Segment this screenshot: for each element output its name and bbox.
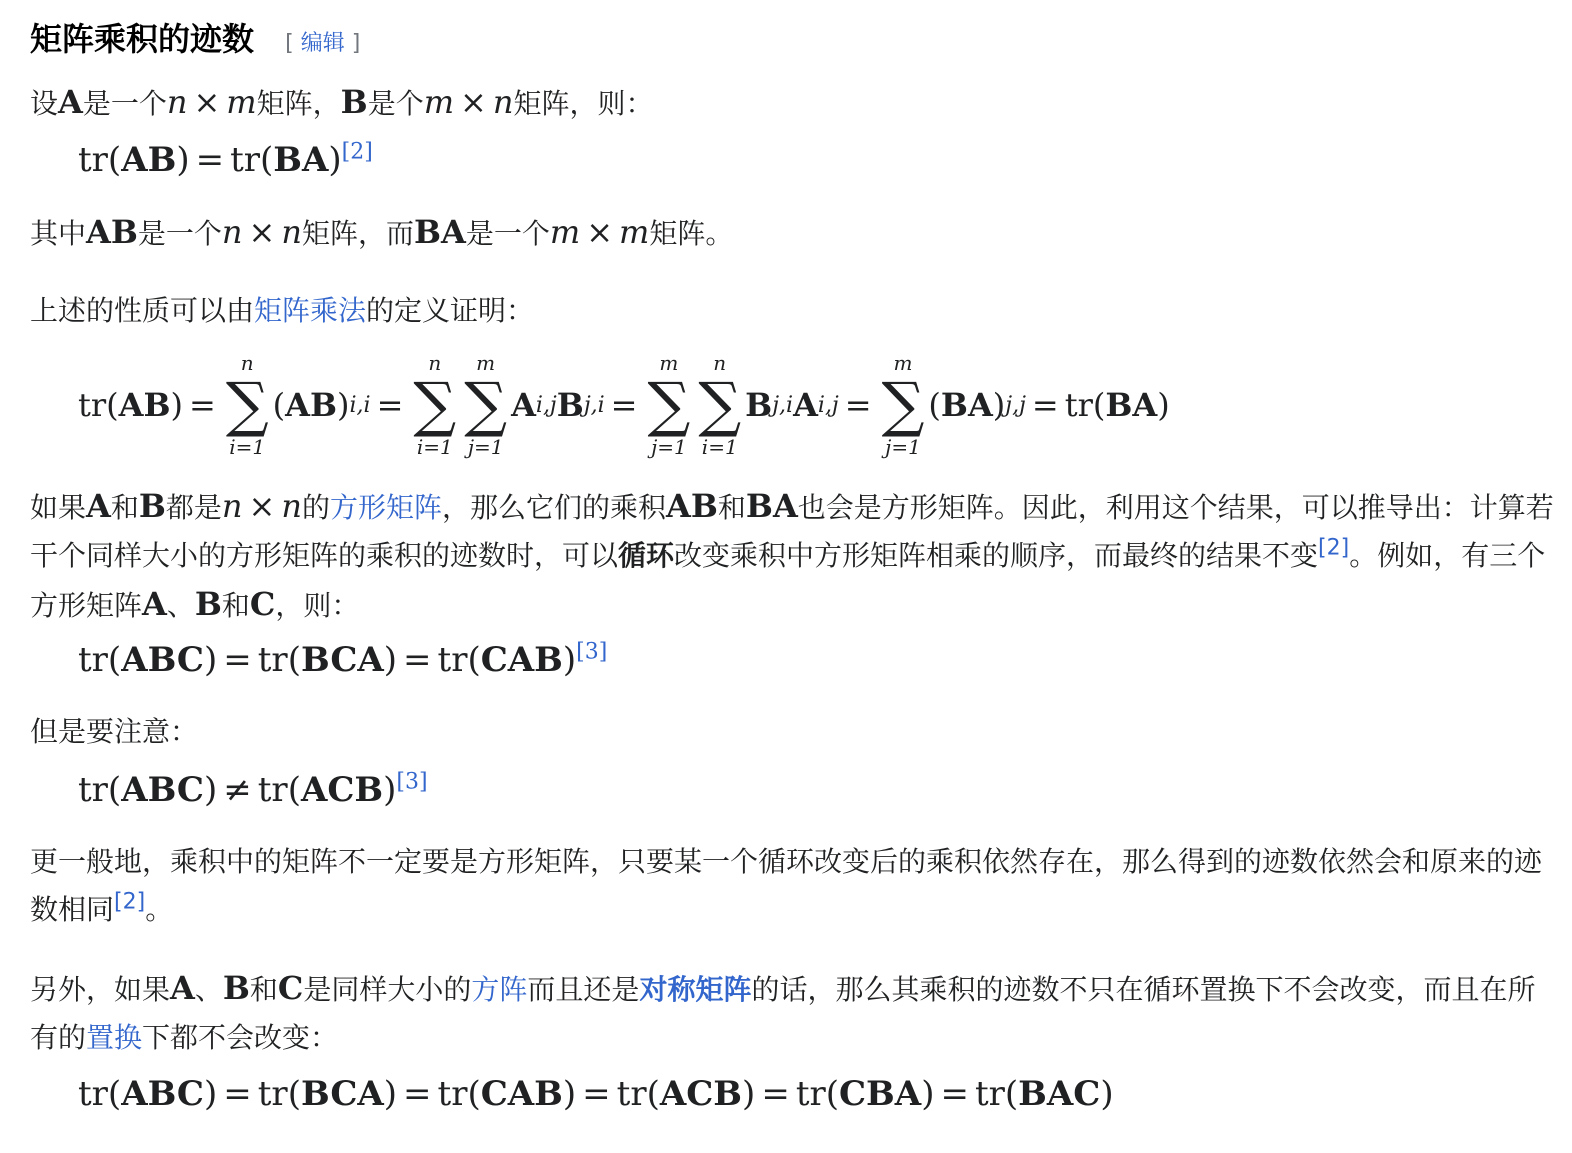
- sum-lower: i=1: [416, 435, 453, 459]
- text: 改变乘积中方形矩阵相乘的顺序，而最终的结果不变: [674, 539, 1319, 572]
- reference-link[interactable]: [2]: [341, 139, 373, 165]
- math-BCA: BCA: [300, 640, 384, 680]
- math-times: ×: [193, 83, 221, 121]
- equation-cyclic: tr(ABC) = tr(BCA) = tr(CAB)[3]: [78, 639, 608, 680]
- math-A: A: [511, 386, 536, 424]
- math-m: m: [226, 83, 257, 121]
- math-CBA: CBA: [839, 1074, 922, 1114]
- reference-link[interactable]: [2]: [114, 889, 146, 915]
- math-C: C: [249, 585, 276, 623]
- text: ，那么它们的乘积: [441, 491, 666, 524]
- reference-link[interactable]: [2]: [1318, 535, 1350, 561]
- sum-lower: i=1: [701, 435, 738, 459]
- math-equals: =: [376, 386, 404, 424]
- text: 和: [221, 589, 250, 622]
- text: 下都不会改变：: [142, 1021, 339, 1054]
- text: 上述的性质可以由: [30, 294, 255, 327]
- link-matrix-multiplication[interactable]: 矩阵乘法: [254, 294, 367, 327]
- edit-bracket-close: ]: [351, 31, 361, 56]
- subscript: j,i: [583, 392, 605, 418]
- sum-upper: m: [659, 351, 679, 375]
- text: 也会是方形矩阵。因此，利用这个结果，可以推导出：计算若干个同样大小的方形矩阵的乘积的迹数时，可以: [30, 491, 1554, 572]
- section-heading: [30, 14, 360, 60]
- sum-upper: n: [713, 351, 727, 375]
- math-A: A: [58, 83, 83, 121]
- math-tr: tr: [616, 1074, 647, 1114]
- summation: [647, 352, 690, 458]
- math-times: ×: [248, 487, 276, 525]
- math-B: B: [745, 386, 773, 424]
- math-BA: BA: [745, 487, 798, 525]
- math-equals: =: [403, 640, 432, 680]
- sigma-symbol: ∑: [647, 370, 691, 440]
- math-tr: tr: [78, 140, 108, 180]
- sum-lower: i=1: [229, 435, 266, 459]
- subscript: i,j: [817, 392, 839, 418]
- paragraph-proof-intro: [30, 287, 1560, 335]
- math-C: C: [277, 969, 304, 1007]
- text: 、: [194, 973, 223, 1006]
- paragraph-general-case: [30, 838, 1560, 934]
- paragraph-symmetric-case: [30, 964, 1560, 1062]
- text: 其中: [30, 217, 87, 250]
- sum-lower: j=1: [885, 435, 921, 459]
- math-equals: =: [582, 1074, 611, 1114]
- sum-lower: j=1: [651, 435, 687, 459]
- text: 的话，那么其乘积的迹数不只在循环置换下不会改变，而且在所有的: [30, 973, 1536, 1054]
- link-square-matrix[interactable]: 方阵: [471, 973, 528, 1006]
- edit-bracket-open: [: [285, 31, 294, 56]
- link-square-matrix[interactable]: 方形矩阵: [329, 491, 442, 524]
- summation: [226, 352, 269, 458]
- math-B: B: [340, 83, 368, 121]
- sum-lower: j=1: [467, 435, 504, 459]
- math-B: B: [138, 487, 166, 525]
- math-equals: =: [610, 386, 638, 424]
- link-symmetric-matrix[interactable]: 对称矩阵: [639, 973, 752, 1006]
- math-CAB: CAB: [480, 640, 563, 680]
- text: 。: [145, 893, 174, 926]
- equation-summation-proof: tr ( AB ) = n ∑ i=1 ( AB ) i,i = n ∑ i=1 m ∑ j=1 A i,j B j,i = m ∑ j=1 n ∑ i=1 B j,i A i,j = m ∑ j=1 ( BA ) j,j = tr ( BA ): [78, 351, 1170, 459]
- math-equals: =: [761, 1074, 790, 1114]
- math-m: m: [619, 213, 650, 251]
- text: 矩阵。: [649, 217, 734, 250]
- math-AB: AB: [666, 487, 718, 525]
- math-ABC: ABC: [121, 770, 204, 810]
- math-equals: =: [844, 386, 872, 424]
- math-CAB: CAB: [480, 1074, 563, 1114]
- math-tr: tr: [257, 770, 288, 810]
- text: 。例如，有三个方形矩阵: [30, 539, 1546, 622]
- math-B: B: [194, 585, 222, 623]
- math-AB: AB: [86, 213, 138, 251]
- summation: [413, 352, 456, 458]
- math-equals: =: [223, 1074, 252, 1114]
- text: 是一个: [82, 87, 167, 120]
- paragraph-caution: [30, 708, 1560, 756]
- math-ACB: ACB: [659, 1074, 743, 1114]
- math-tr: tr: [78, 1074, 108, 1114]
- sigma-symbol: ∑: [413, 370, 457, 440]
- math-A: A: [142, 585, 167, 623]
- math-A: A: [793, 386, 818, 424]
- text: 是同样大小的: [303, 973, 472, 1006]
- text: 和: [249, 973, 278, 1006]
- reference-link[interactable]: [3]: [576, 639, 608, 665]
- math-BAC: BAC: [1018, 1074, 1101, 1114]
- math-BCA: BCA: [300, 1074, 384, 1114]
- sigma-symbol: ∑: [225, 370, 269, 440]
- text: 的: [301, 491, 330, 524]
- math-tr: tr: [78, 640, 108, 680]
- text: ，则：: [275, 589, 360, 622]
- math-ABC: ABC: [121, 640, 204, 680]
- text: 、: [166, 589, 195, 622]
- text: 和: [717, 491, 746, 524]
- math-BA: BA: [273, 140, 329, 180]
- math-BA: BA: [1105, 386, 1158, 424]
- sum-upper: n: [240, 351, 254, 375]
- math-tr: tr: [78, 770, 108, 810]
- math-n: n: [492, 83, 514, 121]
- math-tr: tr: [230, 140, 260, 180]
- math-B: B: [222, 969, 250, 1007]
- text: 是一个: [137, 217, 222, 250]
- math-AB: AB: [285, 386, 338, 424]
- equation-non-cyclic: tr(ABC) ≠ tr(ACB)[3]: [78, 769, 428, 810]
- math-n: n: [281, 213, 302, 251]
- math-times: ×: [586, 213, 613, 251]
- bold-cyclic: 循环: [618, 539, 675, 572]
- math-tr: tr: [257, 1074, 288, 1114]
- text: 如果: [30, 491, 87, 524]
- math-AB: AB: [118, 386, 171, 424]
- reference-link[interactable]: [3]: [396, 769, 428, 795]
- math-A: A: [86, 487, 111, 525]
- math-times: ×: [248, 213, 276, 251]
- math-tr: tr: [257, 640, 288, 680]
- link-permutation[interactable]: 置换: [86, 1021, 143, 1054]
- text: 矩阵，而: [301, 217, 414, 250]
- math-times: ×: [460, 83, 487, 121]
- math-n: n: [221, 213, 243, 251]
- paragraph-definition: [30, 78, 1560, 128]
- sigma-symbol: ∑: [698, 370, 742, 440]
- math-n: n: [281, 487, 302, 525]
- text: 都是: [165, 491, 222, 524]
- text: 矩阵，: [256, 87, 341, 120]
- math-n: n: [221, 487, 243, 525]
- subscript: j,j: [1005, 392, 1026, 418]
- math-tr: tr: [974, 1074, 1005, 1114]
- text: 矩阵，则：: [513, 87, 654, 120]
- math-equals: =: [940, 1074, 969, 1114]
- math-ACB: ACB: [300, 770, 384, 810]
- math-equals: =: [189, 386, 216, 424]
- math-m: m: [549, 213, 581, 251]
- math-equals: =: [223, 640, 252, 680]
- math-tr: tr: [1064, 386, 1093, 424]
- text: 设: [30, 87, 59, 120]
- math-tr: tr: [437, 640, 468, 680]
- math-BA: BA: [413, 213, 466, 251]
- math-equals: =: [403, 1074, 432, 1114]
- subscript: i,j: [535, 392, 557, 418]
- math-AB: AB: [121, 140, 177, 180]
- section-title: 矩阵乘积的迹数: [30, 20, 255, 58]
- subscript: i,i: [349, 392, 371, 418]
- summation: [464, 352, 507, 458]
- math-m: m: [423, 83, 455, 121]
- math-ABC: ABC: [121, 1074, 204, 1114]
- equation-trace-ab: tr(AB) = tr(BA)[2]: [78, 139, 373, 180]
- text: 而且还是: [527, 973, 640, 1006]
- text: 是一个: [465, 217, 550, 250]
- math-tr: tr: [795, 1074, 826, 1114]
- math-BA: BA: [940, 386, 993, 424]
- text: 另外，如果: [30, 973, 171, 1006]
- text: 和: [110, 491, 139, 524]
- edit-section: [285, 31, 360, 56]
- paragraph-dimensions: [30, 208, 1560, 258]
- sigma-symbol: ∑: [464, 370, 508, 440]
- edit-link[interactable]: 编辑: [300, 31, 345, 56]
- equation-all-permutations: tr(ABC) = tr(BCA) = tr(CAB) = tr(ACB) = tr(CBA) = tr(BAC): [78, 1074, 1114, 1114]
- math-equals: =: [1031, 386, 1059, 424]
- sum-upper: m: [476, 351, 496, 375]
- math-not-equal: ≠: [223, 770, 252, 810]
- math-tr: tr: [78, 386, 107, 424]
- sum-upper: m: [893, 351, 913, 375]
- math-A: A: [170, 969, 195, 1007]
- sigma-symbol: ∑: [881, 370, 925, 440]
- text: 是个: [367, 87, 424, 120]
- math-equals: =: [195, 140, 225, 180]
- summation: [882, 352, 925, 458]
- math-tr: tr: [437, 1074, 468, 1114]
- sum-upper: n: [428, 351, 442, 375]
- math-n: n: [166, 83, 188, 121]
- math-B: B: [556, 386, 584, 424]
- summation: [698, 352, 741, 458]
- paragraph-cyclic-property: [30, 482, 1560, 630]
- text: 的定义证明：: [366, 294, 535, 327]
- text: 但是要注意：: [30, 715, 199, 748]
- subscript: j,i: [772, 392, 794, 418]
- text: 更一般地，乘积中的矩阵不一定要是方形矩阵，只要某一个循环改变后的乘积依然存在，那么得到的迹数依然会和原来的迹数相同: [30, 845, 1543, 926]
